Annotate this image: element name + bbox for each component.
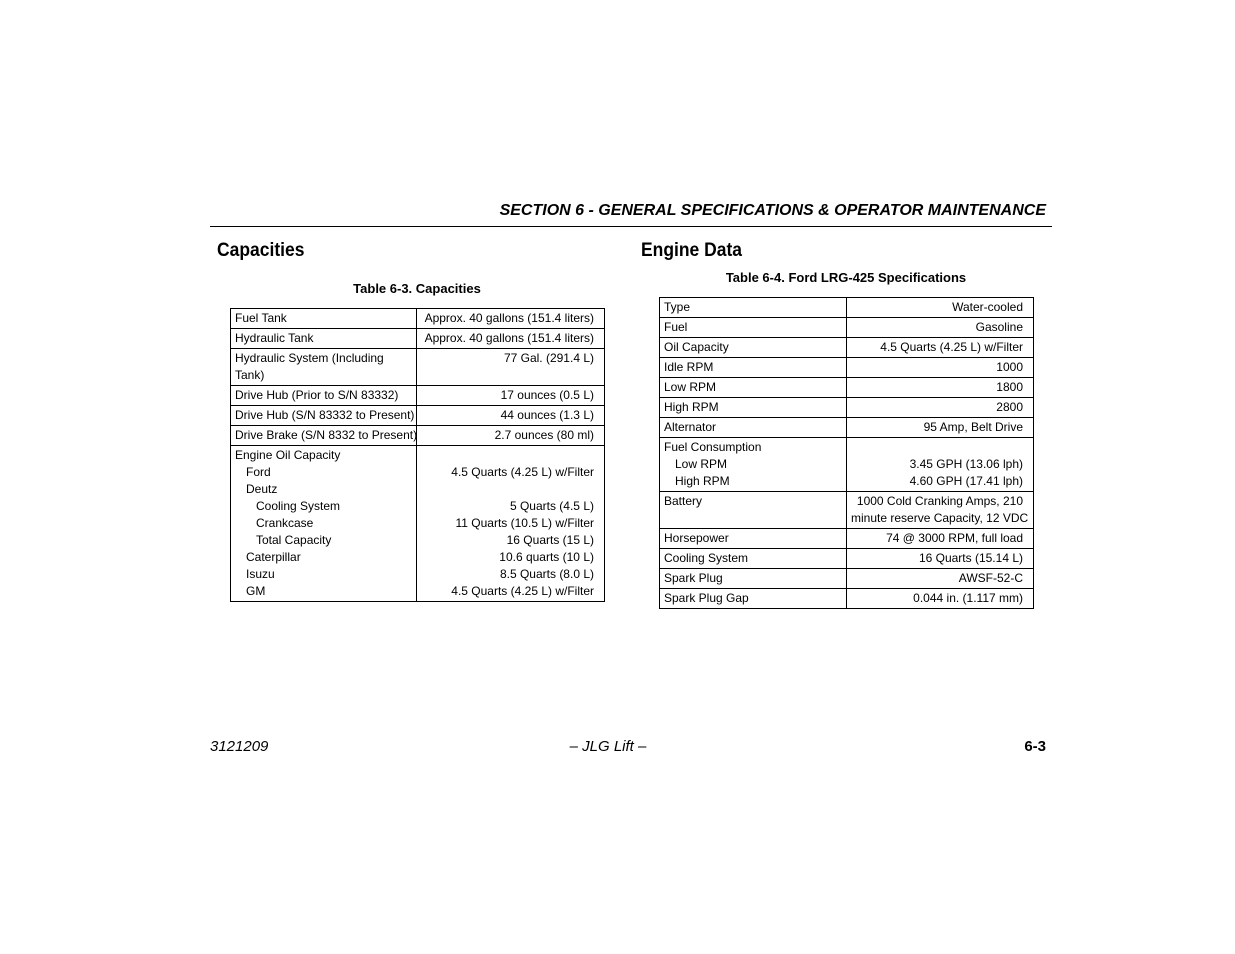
deutz-item-value: 11 Quarts (10.5 L) w/Filter: [455, 516, 594, 530]
row-label: Spark Plug: [660, 569, 847, 589]
table-row: [231, 386, 605, 406]
row-label: Low RPM: [660, 378, 847, 398]
capacities-table: [230, 308, 605, 602]
row-label: High RPM: [660, 398, 847, 418]
row-value: 16 Quarts (15.14 L): [847, 549, 1034, 569]
engine-value: 4.5 Quarts (4.25 L) w/Filter: [451, 584, 594, 598]
fuel-item-value: 3.45 GPH (13.06 lph): [909, 457, 1023, 471]
fuel-item-label: Low RPM: [675, 457, 728, 471]
table-row: [231, 329, 605, 349]
deutz-item-value: 16 Quarts (15 L): [506, 533, 594, 547]
row-label: Cooling System: [660, 549, 847, 569]
row-label: Drive Brake (S/N 8332 to Present): [231, 426, 417, 446]
ford-label: Ford: [246, 465, 271, 479]
engine-value: 8.5 Quarts (8.0 L): [499, 567, 594, 581]
section-title: SECTION 6 - GENERAL SPECIFICATIONS & OPERATOR MAINTENANCE: [499, 202, 1046, 219]
table-row: [231, 349, 605, 386]
row-label: Oil Capacity: [660, 338, 847, 358]
table-row: [660, 549, 1034, 569]
footer-center: – JLG Lift –: [569, 738, 647, 755]
fuel-item-value: 4.60 GPH (17.41 lph): [909, 474, 1023, 488]
row-label: Battery: [660, 492, 847, 529]
engine-label: Caterpillar: [246, 550, 301, 564]
row-label: Horsepower: [660, 529, 847, 549]
deutz-item-label: Total Capacity: [256, 533, 332, 547]
fuel-consumption-values: [847, 438, 1034, 492]
row-value: 44 ounces (1.3 L): [417, 406, 605, 426]
table-row: [660, 378, 1034, 398]
row-label: Idle RPM: [660, 358, 847, 378]
row-value: Approx. 40 gallons (151.4 liters): [417, 329, 605, 349]
capacities-heading: Capacities: [217, 240, 305, 261]
deutz-item-value: 5 Quarts (4.5 L): [509, 499, 594, 513]
row-label: Fuel: [660, 318, 847, 338]
deutz-item-label: Crankcase: [256, 516, 314, 530]
battery-value: [847, 492, 1034, 529]
deutz-item-label: Cooling System: [256, 499, 341, 513]
row-value: 1800: [847, 378, 1034, 398]
row-label: Hydraulic Tank: [231, 329, 417, 349]
row-label: Spark Plug Gap: [660, 589, 847, 609]
row-value: Approx. 40 gallons (151.4 liters): [417, 309, 605, 329]
table-row: [231, 426, 605, 446]
table-row: [660, 358, 1034, 378]
engine-label: Isuzu: [246, 567, 275, 581]
table-row: [660, 529, 1034, 549]
battery-row: [660, 492, 1034, 529]
table-row: [660, 418, 1034, 438]
page-number: 6-3: [1024, 738, 1046, 755]
table-row: [660, 398, 1034, 418]
fuel-consumption-row: [660, 438, 1034, 492]
table-row: [660, 338, 1034, 358]
row-label: Fuel Tank: [231, 309, 417, 329]
row-label: Type: [660, 298, 847, 318]
row-value: 4.5 Quarts (4.25 L) w/Filter: [847, 338, 1034, 358]
engine-label: GM: [246, 584, 266, 598]
engine-oil-row: [231, 446, 605, 602]
row-label: Alternator: [660, 418, 847, 438]
row-label: Drive Hub (S/N 83332 to Present): [231, 406, 417, 426]
engine-oil-labels: [231, 446, 417, 602]
engine-oil-values: [417, 446, 605, 602]
table-row: [660, 298, 1034, 318]
doc-number: 3121209: [210, 738, 269, 755]
header-divider: [210, 226, 1052, 227]
capacities-table-caption: Table 6-3. Capacities: [353, 281, 481, 296]
ford-value: 4.5 Quarts (4.25 L) w/Filter: [451, 465, 594, 479]
fuel-item-label: High RPM: [675, 474, 730, 488]
row-value: 2.7 ounces (80 ml): [417, 426, 605, 446]
deutz-label: Deutz: [246, 482, 278, 496]
table-row: [660, 589, 1034, 609]
row-value: 95 Amp, Belt Drive: [847, 418, 1034, 438]
table-row: [231, 406, 605, 426]
engine-data-table: [659, 297, 1034, 609]
engine-data-table-caption: Table 6-4. Ford LRG-425 Specifications: [725, 270, 967, 285]
row-value: 0.044 in. (1.117 mm): [847, 589, 1034, 609]
fuel-consumption-labels: [660, 438, 847, 492]
battery-value-line: minute reserve Capacity, 12 VDC: [851, 511, 1029, 525]
engine-data-heading: Engine Data: [641, 240, 743, 261]
row-value: 2800: [847, 398, 1034, 418]
row-value: Water-cooled: [847, 298, 1034, 318]
row-value: 77 Gal. (291.4 L): [417, 349, 605, 386]
row-value: 74 @ 3000 RPM, full load: [847, 529, 1034, 549]
row-value: AWSF-52-C: [847, 569, 1034, 589]
engine-oil-label: Engine Oil Capacity: [235, 448, 341, 462]
row-value: Gasoline: [847, 318, 1034, 338]
row-value: 1000: [847, 358, 1034, 378]
battery-value-line: 1000 Cold Cranking Amps, 210: [856, 494, 1023, 508]
row-label: Drive Hub (Prior to S/N 83332): [231, 386, 417, 406]
engine-value: 10.6 quarts (10 L): [499, 550, 594, 564]
table-row: [660, 318, 1034, 338]
row-value: 17 ounces (0.5 L): [417, 386, 605, 406]
fuel-consumption-label: Fuel Consumption: [664, 440, 762, 454]
table-row: [231, 309, 605, 329]
row-label: Hydraulic System (Including Tank): [231, 349, 417, 386]
table-row: [660, 569, 1034, 589]
